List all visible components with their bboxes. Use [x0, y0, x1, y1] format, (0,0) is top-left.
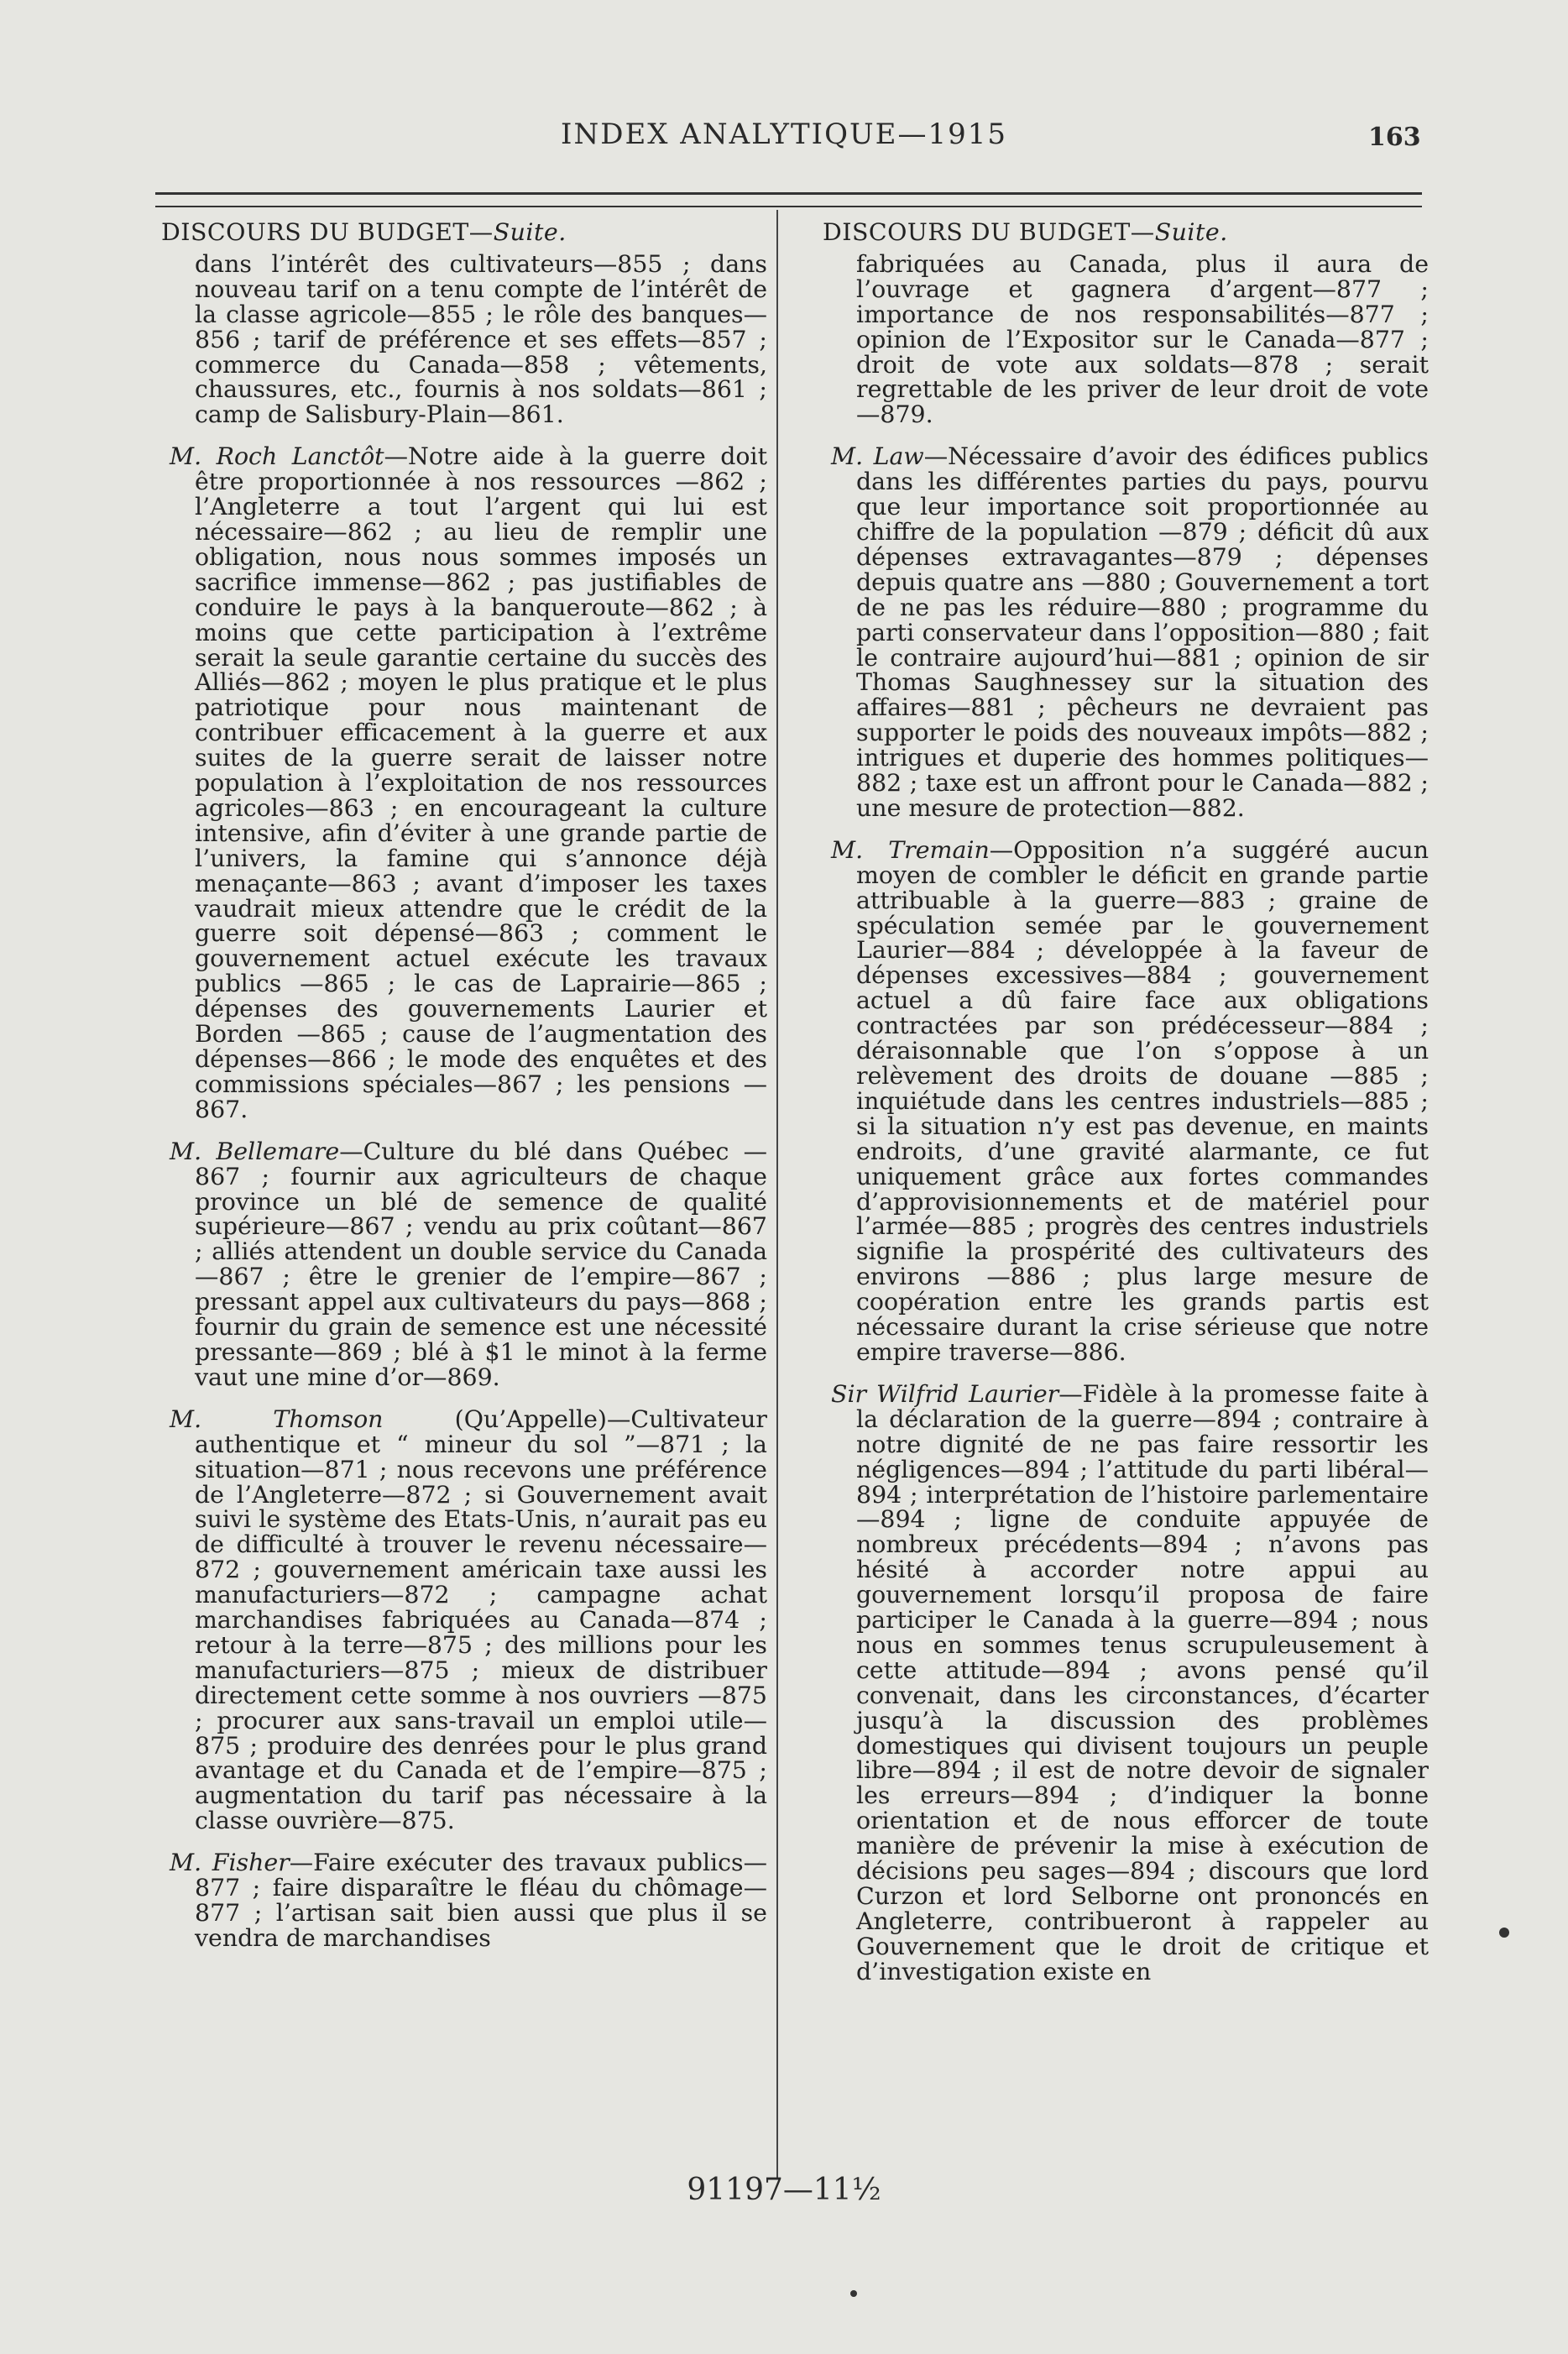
index-entry: [161, 1407, 767, 1834]
page-number: 163: [1368, 123, 1421, 152]
header-rule-top: [155, 192, 1422, 195]
column-divider: [776, 210, 778, 2179]
right-column: [823, 220, 1429, 1985]
header-rule-bottom: [155, 206, 1422, 207]
index-entry: [161, 1850, 767, 1951]
index-entry: [823, 1379, 1429, 1985]
speaker-name: M. Bellemare: [170, 1137, 340, 1165]
speaker-name: M. Thomson: [170, 1405, 384, 1433]
entry-text: fabriquées au Canada, plus il aura de l’ouvrage et gagnera d’argent—877 ; importance de nos responsabilités—877 ; opinion de l’Expositor sur le Canada—877 ; droit de vote aux soldats—878 ; serait regrettable de les priver de leur droit de vote—879.: [856, 249, 1429, 429]
speaker-name: M. Tremain: [831, 835, 990, 864]
entry-text: dans l’intérêt des cultivateurs—855 ; dans nouveau tarif on a tenu compte de l’intérêt de la classe agricole—855 ; le rôle des banques—856 ; tarif de préférence et ses effets—857 ; commerce du Canada—858 ; vêtements, chaussures, etc., fournis à nos soldats—861 ; camp de Salisbury-Plain—861.: [195, 249, 767, 429]
speaker-name: M. Fisher: [170, 1849, 290, 1877]
speaker-name: M. Roch Lanctôt: [170, 442, 384, 471]
speaker-name: M. Law: [831, 442, 924, 471]
running-header: INDEX ANALYTIQUE—1915: [561, 118, 1007, 151]
index-entry: [823, 444, 1429, 821]
entry-text: —Notre aide à la guerre doit être proportionnée à nos ressources —862 ; l’Angleterre a tout l’argent qui lui est nécessaire—862 ; au lieu de remplir une obligation, nous nous sommes imposés un sacrifice immense—862 ; pas justifiables de conduire le pays à la banqueroute—862 ; à moins que cette participation à l’extrême serait la seule garantie certaine du succès des Alliés—862 ; moyen le plus pratique et le plus patriotique pour nous maintenant de contribuer efficacement à la guerre et aux suites de la guerre serait de laisser notre population à l’exploitation de nos ressources agricoles—863 ; en encourageant la culture intensive, afin d’éviter à une grande partie de l’univers, la famine qui s’annonce déjà menaçante—863 ; avant d’imposer les taxes vaudrait mieux attendre que le crédit de la guerre soit dépensé—863 ; comment le gouvernement actuel exécute les travaux publics —865 ; le cas de Laprairie—865 ; dépenses des gouvernements Laurier et Borden —865 ; cause de l’augmentation des dépenses—866 ; le mode des enquêtes et des commissions spéciales—867 ; les pensions —867.: [195, 442, 767, 1123]
ink-speck: [850, 2290, 857, 2297]
left-column: [161, 220, 767, 1951]
heading-suite: Suite.: [493, 218, 567, 246]
index-entry: [823, 249, 1429, 429]
entry-text: —Fidèle à la promesse faite à la déclaration de la guerre—894 ; contraire à notre dignité de ne pas faire ressortir les négligences—894 ; l’attitude du parti libéral—894 ; interprétation de l’histoire parlementaire—894 ; ligne de conduite appuyée de nombreux précédents—894 ; n’avons pas hésité à accorder notre appui au gouvernement lorsqu’il proposa de faire participer le Canada à la guerre—894 ; nous nous en sommes tenus scrupuleusement à cette attitude—894 ; avons pensé qu’il convenait, dans les circonstances, d’écarter jusqu’à la discussion des problèmes domestiques qui divisent toujours un peuple libre—894 ; il est de notre devoir de signaler les erreurs—894 ; d’indiquer la bonne orientation et de nous efforcer de toute manière de prévenir la mise à exécution de décisions peu sages—894 ; discours que lord Curzon et lord Selborne ont prononcés en Angleterre, contribueront à rappeler au Gouvernement que le droit de critique et d’investigation existe en: [856, 1379, 1429, 1985]
right-column-heading: [823, 220, 1429, 245]
entry-text: (Qu’Appelle)—Cultivateur authentique et “ mineur du sol ”—871 ; la situation—871 ; nous recevons une préférence de l’Angleterre—872 ; si Gouvernement avait suivi le système des Etats-Unis, n’aurait pas eu de difficulté à trouver le revenu nécessaire—872 ; gouvernement américain taxe aussi les manufacturiers—872 ; campagne achat marchandises fabriquées au Canada—874 ; retour à la terre—875 ; des millions pour les manufacturiers—875 ; mieux de distribuer directement cette somme à nos ouvriers —875 ; procurer aux sans-travail un emploi utile—875 ; produire des denrées pour le plus grand avantage et du Canada et de l’empire—875 ; augmentation du tarif pas nécessaire à la classe ouvrière—875.: [195, 1405, 767, 1835]
index-entry: [823, 835, 1429, 1366]
left-column-heading: [161, 220, 767, 245]
index-entry: [161, 1139, 767, 1390]
heading-text: DISCOURS DU BUDGET—: [823, 218, 1155, 246]
heading-suite: Suite.: [1154, 218, 1228, 246]
index-entry: [161, 444, 767, 1122]
index-entry: [161, 249, 767, 429]
ink-speck: [1499, 1928, 1509, 1938]
printer-signature: 91197—11½: [687, 2173, 881, 2207]
speaker-name: Sir Wilfrid Laurier: [831, 1379, 1059, 1408]
entry-text: —Nécessaire d’avoir des édifices publics dans les différentes parties du pays, pourvu que leur importance soit proportionnée au chiffre de la population —879 ; déficit dû aux dépenses extravagantes—879 ; dépenses depuis quatre ans —880 ; Gouvernement a tort de ne pas les réduire—880 ; programme du parti conservateur dans l’opposition—880 ; fait le contraire aujourd’hui—881 ; opinion de sir Thomas Saughnessey sur la situation des affaires—881 ; pêcheurs ne devraient pas supporter le poids des nouveaux impôts—882 ; intrigues et duperie des hommes politiques—882 ; taxe est un affront pour le Canada—882 ; une mesure de protection—882.: [856, 442, 1429, 822]
entry-text: —Culture du blé dans Québec —867 ; fournir aux agriculteurs de chaque province un blé de semence de qualité supérieure—867 ; vendu au prix coûtant—867 ; alliés attendent un double service du Canada—867 ; être le grenier de l’empire—867 ; pressant appel aux cultivateurs du pays—868 ; fournir du grain de semence est une nécessité pressante—869 ; blé à $1 le minot à la ferme vaut une mine d’or—869.: [195, 1137, 768, 1391]
heading-text: DISCOURS DU BUDGET—: [161, 218, 494, 246]
entry-text: —Faire exécuter des travaux publics—877 ; faire disparaître le fléau du chômage—877 ; l’artisan sait bien aussi que plus il se vendra de marchandises: [195, 1849, 767, 1952]
entry-text: —Opposition n’a suggéré aucun moyen de combler le déficit en grande partie attribuable à la guerre—883 ; graine de spéculation semée par le gouvernement Laurier—884 ; développée à la faveur de dépenses excessives—884 ; gouvernement actuel a dû faire face aux obligations contractées par son prédécesseur—884 ; déraisonnable que l’on s’oppose à un relèvement des droits de douane —885 ; inquiétude dans les centres industriels—885 ; si la situation n’y est pas devenue, en maints endroits, d’une gravité alarmante, ce fut uniquement grâce aux fortes commandes d’approvisionnements et de matériel pour l’armée—885 ; progrès des centres industriels signifie la prospérité des cultivateurs des environs —886 ; plus large mesure de coopération entre les grands partis est nécessaire durant la crise sérieuse que notre empire traverse—886.: [856, 835, 1429, 1366]
